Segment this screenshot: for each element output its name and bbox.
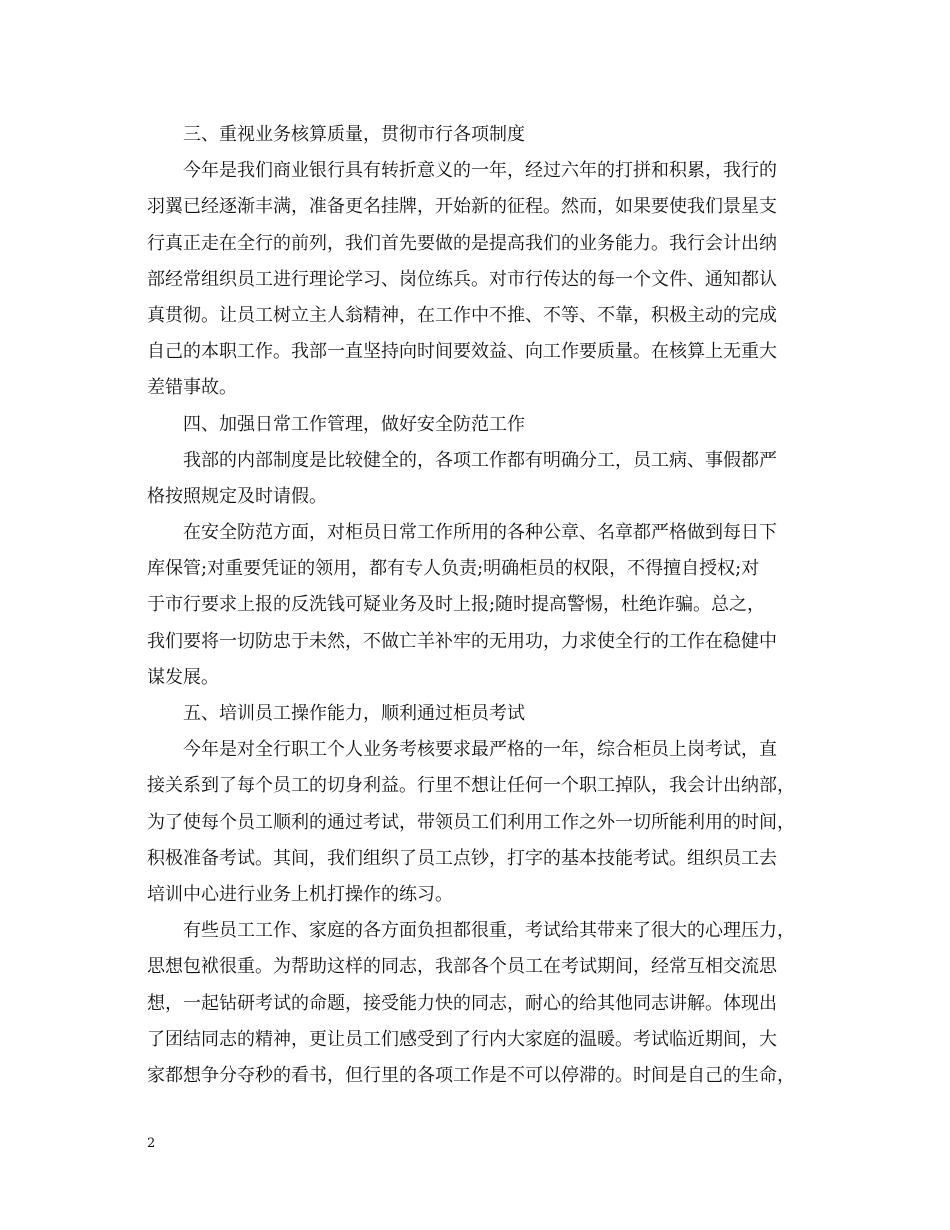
text-line: 今年是对全行职工个人业务考核要求最严格的一年，综合柜员上岗考试，直 bbox=[183, 739, 777, 761]
text-line: 差错事故。 bbox=[147, 377, 237, 399]
text-line: 接关系到了每个员工的切身利益。行里不想让任何一个职工掉队，我会计出纳部， bbox=[147, 775, 795, 797]
text-line: 格按照规定及时请假。 bbox=[147, 485, 327, 507]
text-line: 为了使每个员工顺利的通过考试，带领员工们利用工作之外一切所能利用的时间， bbox=[147, 811, 795, 833]
text-line: 于市行要求上报的反洗钱可疑业务及时上报;随时提高警惕，杜绝诈骗。总之， bbox=[147, 594, 766, 616]
text-line: 部经常组织员工进行理论学习、岗位练兵。对市行传达的每一个文件、通知都认 bbox=[147, 268, 777, 290]
text-line: 积极准备考试。其间，我们组织了员工点钞，打字的基本技能考试。组织员工去 bbox=[147, 847, 777, 869]
text-line: 思想包袱很重。为帮助这样的同志，我部各个员工在考试期间，经常互相交流思 bbox=[147, 956, 777, 978]
text-line: 自己的本职工作。我部一直坚持向时间要效益、向工作要质量。在核算上无重大 bbox=[147, 341, 777, 363]
text-line: 我部的内部制度是比较健全的，各项工作都有明确分工，员工病、事假都严 bbox=[183, 449, 777, 471]
text-line: 行真正走在全行的前列，我们首先要做的是提高我们的业务能力。我行会计出纳 bbox=[147, 232, 777, 254]
text-line: 家都想争分夺秒的看书，但行里的各项工作是不可以停滞的。时间是自己的生命， bbox=[147, 1064, 795, 1086]
text-line: 羽翼已经逐渐丰满，准备更名挂牌，开始新的征程。然而，如果要使我们景星支 bbox=[147, 196, 777, 218]
text-line: 今年是我们商业银行具有转折意义的一年，经过六年的打拼和积累，我行的 bbox=[183, 160, 777, 182]
text-line: 培训中心进行业务上机打操作的练习。 bbox=[147, 883, 453, 905]
text-line: 了团结同志的精神，更让员工们感受到了行内大家庭的温暖。考试临近期间，大 bbox=[147, 1028, 777, 1050]
section-heading-3: 三、重视业务核算质量，贯彻市行各项制度 bbox=[183, 124, 525, 145]
text-line: 真贯彻。让员工树立主人翁精神，在工作中不推、不等、不靠，积极主动的完成 bbox=[147, 304, 777, 326]
text-line: 我们要将一切防忠于未然，不做亡羊补牢的无用功，力求使全行的工作在稳健中 bbox=[147, 630, 777, 652]
text-line: 库保管;对重要凭证的领用，都有专人负责;明确柜员的权限，不得擅自授权;对 bbox=[147, 558, 760, 580]
page-number: 2 bbox=[147, 1136, 156, 1151]
text-line: 在安全防范方面，对柜员日常工作所用的各种公章、名章都严格做到每日下 bbox=[183, 522, 777, 544]
text-line: 想，一起钻研考试的命题，接受能力快的同志，耐心的给其他同志讲解。体现出 bbox=[147, 992, 777, 1014]
section-heading-4: 四、加强日常工作管理，做好安全防范工作 bbox=[183, 413, 525, 435]
text-line: 有些员工工作、家庭的各方面负担都很重，考试给其带来了很大的心理压力， bbox=[183, 920, 795, 942]
text-line: 谋发展。 bbox=[147, 666, 219, 688]
section-heading-5: 五、培训员工操作能力，顺利通过柜员考试 bbox=[183, 703, 525, 724]
body-text bbox=[147, 117, 807, 1094]
